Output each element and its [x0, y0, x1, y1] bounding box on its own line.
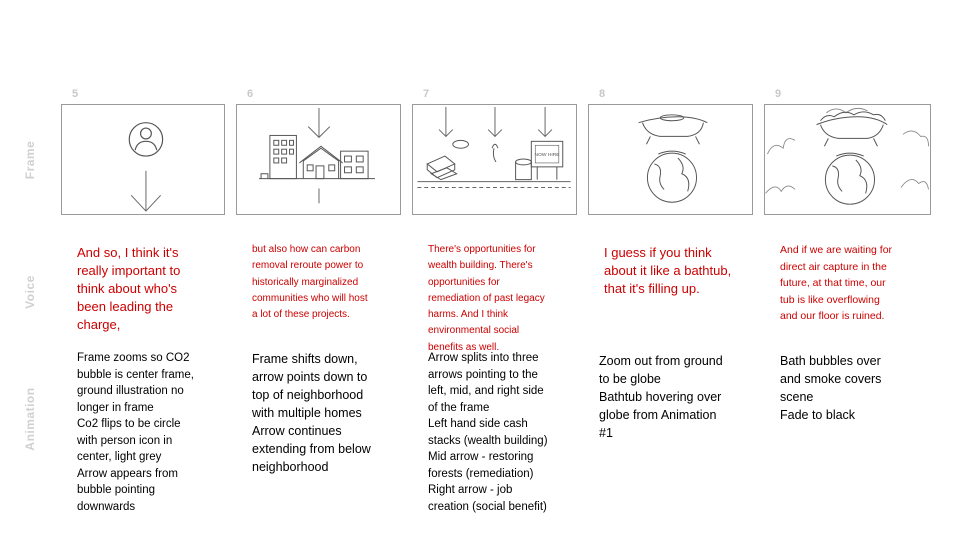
- storyboard-frame-9: [764, 104, 931, 215]
- globe-icon: [647, 151, 696, 202]
- panel-number: 8: [599, 88, 606, 100]
- row-label-animation: Animation: [23, 387, 37, 451]
- panel-number: 9: [775, 88, 782, 100]
- voice-text-6: but also how can carbon removal reroute power to historically marginalized communities who will host a lot of these projects.: [252, 244, 368, 321]
- panel-number: 7: [423, 88, 430, 100]
- voice-text-9: And if we are waiting for direct air capture in the future, at that time, our tub is like overflowing and our floor is ruined.: [780, 244, 893, 322]
- frame-7-sketch: [413, 105, 576, 214]
- bathtub-icon: [639, 115, 708, 144]
- animation-text-7: Arrow splits into three arrows pointing to the left, mid, and right side of the frame Left hand side cash stacks (wealth building) Mid arrow - restoring forests (remediation) Right arrow - job creation (social benefit): [428, 352, 548, 513]
- now-hiring-text: NOW HIRE: [534, 153, 560, 159]
- voice-text-8: I guess if you think about it like a bathtub, that it's filling up.: [604, 245, 732, 296]
- smoke-clouds-icon: [766, 108, 929, 193]
- arrow-down-icon: [131, 171, 160, 211]
- animation-text-8: Zoom out from ground to be globe Bathtub hovering over globe from Animation #1: [599, 354, 723, 440]
- storyboard-frame-7: [412, 104, 577, 215]
- frame-5-sketch: [62, 105, 224, 214]
- animation-text-6: Frame shifts down, arrow points down to top of neighborhood with multiple homes Arrow continues extending from below neighborhood: [252, 352, 371, 474]
- tree-stump-icon: [492, 144, 531, 179]
- person-circle-icon: [129, 123, 162, 156]
- neighborhood-houses-icon: [259, 135, 375, 178]
- animation-text-5: Frame zooms so CO2 bubble is center frame, ground illustration no longer in frame Co2 flips to be circle with person icon in center, light grey Arrow appears from bubble pointing downwards: [77, 352, 194, 513]
- storyboard-frame-6: [236, 104, 401, 215]
- storyboard-frame-5: [61, 104, 225, 215]
- globe-icon: [825, 153, 874, 204]
- frame-6-sketch: [237, 105, 400, 214]
- storyboard-frame-8: [588, 104, 753, 215]
- now-hiring-sign-icon: [531, 141, 562, 179]
- frame-9-sketch: [765, 105, 930, 214]
- arrow-down-icon: [439, 107, 552, 136]
- voice-text-5: And so, I think it's really important to think about who's been leading the charge,: [77, 245, 181, 332]
- row-label-frame: Frame: [23, 140, 37, 180]
- frame-8-sketch: [589, 105, 752, 214]
- cash-stacks-icon: [427, 140, 468, 179]
- panel-number: 6: [247, 88, 254, 100]
- voice-text-7: There's opportunities for wealth building. There's opportunities for remediation of past legacy harms. And I think environmental social benefits as well.: [428, 244, 545, 353]
- row-label-voice: Voice: [23, 275, 37, 309]
- panel-number: 5: [72, 88, 79, 100]
- ground-line: [417, 182, 570, 188]
- overflowing-bathtub-icon: [817, 112, 888, 146]
- animation-text-9: Bath bubbles over and smoke covers scene Fade to black: [780, 354, 882, 422]
